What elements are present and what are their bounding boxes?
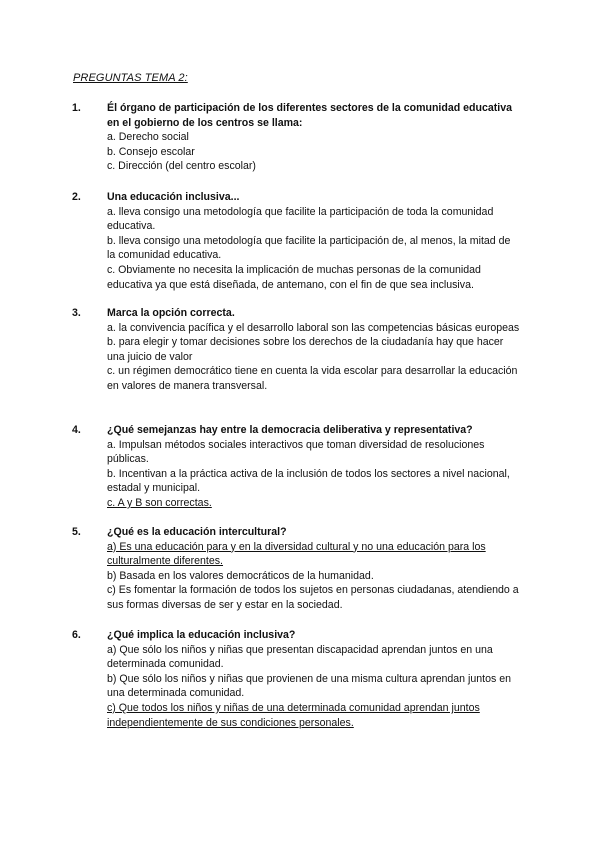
correct-answer-option: a) Es una educación para y en la diversidad cultural y no una educación para los culturalmente diferentes. bbox=[107, 540, 486, 568]
answer-options bbox=[90, 205, 520, 293]
question-text: Él órgano de participación de los diferentes sectores de la comunidad educativa en el gobierno de los centros se llama: bbox=[107, 102, 513, 129]
question-number: 1. bbox=[72, 102, 81, 114]
question-number: 4. bbox=[72, 424, 81, 436]
question-text: Marca la opción correcta. bbox=[107, 307, 235, 319]
answer-option: b. Consejo escolar bbox=[107, 145, 195, 158]
question-number: 2. bbox=[72, 191, 81, 203]
question-5 bbox=[72, 525, 520, 613]
answer-option: c. Dirección (del centro escolar) bbox=[107, 160, 256, 173]
question-3 bbox=[72, 306, 520, 394]
question-number: 3. bbox=[72, 307, 81, 319]
question-text: ¿Qué semejanzas hay entre la democracia deliberativa y representativa? bbox=[107, 424, 473, 436]
answer-option: c. un régimen democrático tiene en cuenta la vida escolar para desarrollar la educación en valores de manera transversal. bbox=[107, 365, 518, 392]
question-text: Una educación inclusiva... bbox=[107, 191, 240, 203]
question-text: ¿Qué implica la educación inclusiva? bbox=[107, 629, 296, 641]
question-4 bbox=[72, 423, 520, 511]
answer-option: c) Es fomentar la formación de todos los sujetos en personas ciudadanas, atendiendo a sus formas diversas de ser y estar en la sociedad. bbox=[107, 584, 519, 611]
answer-option: a. Derecho social bbox=[107, 131, 189, 144]
question-number: 6. bbox=[72, 629, 81, 641]
answer-option: b. lleva consigo una metodología que facilite la participación de, al menos, la mitad de la comunidad educativa. bbox=[107, 234, 511, 262]
document-title: PREGUNTAS TEMA 2: bbox=[73, 72, 188, 84]
answer-option: a. lleva consigo una metodología que facilite la participación de toda la comunidad educativa. bbox=[107, 205, 494, 233]
answer-option: b) Basada en los valores democráticos de la humanidad. bbox=[107, 569, 374, 582]
answer-option: a) Que sólo los niños y niñas que presentan discapacidad aprendan juntos en una determinada comunidad. bbox=[107, 643, 493, 671]
answer-options bbox=[90, 130, 520, 174]
question-2 bbox=[72, 190, 520, 292]
answer-option: b. para elegir y tomar decisiones sobre los derechos de la ciudadanía hay que hacer una juicio de valor bbox=[107, 336, 504, 363]
answer-options bbox=[90, 321, 520, 394]
question-text: ¿Qué es la educación intercultural? bbox=[107, 526, 287, 538]
question-1 bbox=[72, 101, 520, 174]
answer-options bbox=[90, 540, 520, 613]
question-6 bbox=[72, 628, 520, 730]
question-number: 5. bbox=[72, 526, 81, 538]
answer-options bbox=[90, 643, 520, 731]
answer-options bbox=[90, 438, 520, 511]
correct-answer-option: c. A y B son correctas. bbox=[107, 496, 212, 509]
answer-option: c. Obviamente no necesita la implicación de muchas personas de la comunidad educativa ya que está diseñada, de antemano, con el fin de que sea inclusiva. bbox=[107, 263, 481, 291]
answer-option: b) Que sólo los niños y niñas que provienen de una misma cultura aprendan juntos en una determinada comunidad. bbox=[107, 672, 511, 700]
answer-option: a. la convivencia pacífica y el desarrollo laboral son las competencias básicas europeas bbox=[107, 321, 520, 334]
correct-answer-option: c) Que todos los niños y niñas de una determinada comunidad aprendan juntos independientemente de sus condiciones personales. bbox=[107, 701, 480, 729]
answer-option: b. Incentivan a la práctica activa de la inclusión de todos los sectores a nivel nacional, estadal y municipal. bbox=[107, 467, 510, 495]
answer-option: a. Impulsan métodos sociales interactivos que toman diversidad de resoluciones públicas. bbox=[107, 438, 485, 466]
